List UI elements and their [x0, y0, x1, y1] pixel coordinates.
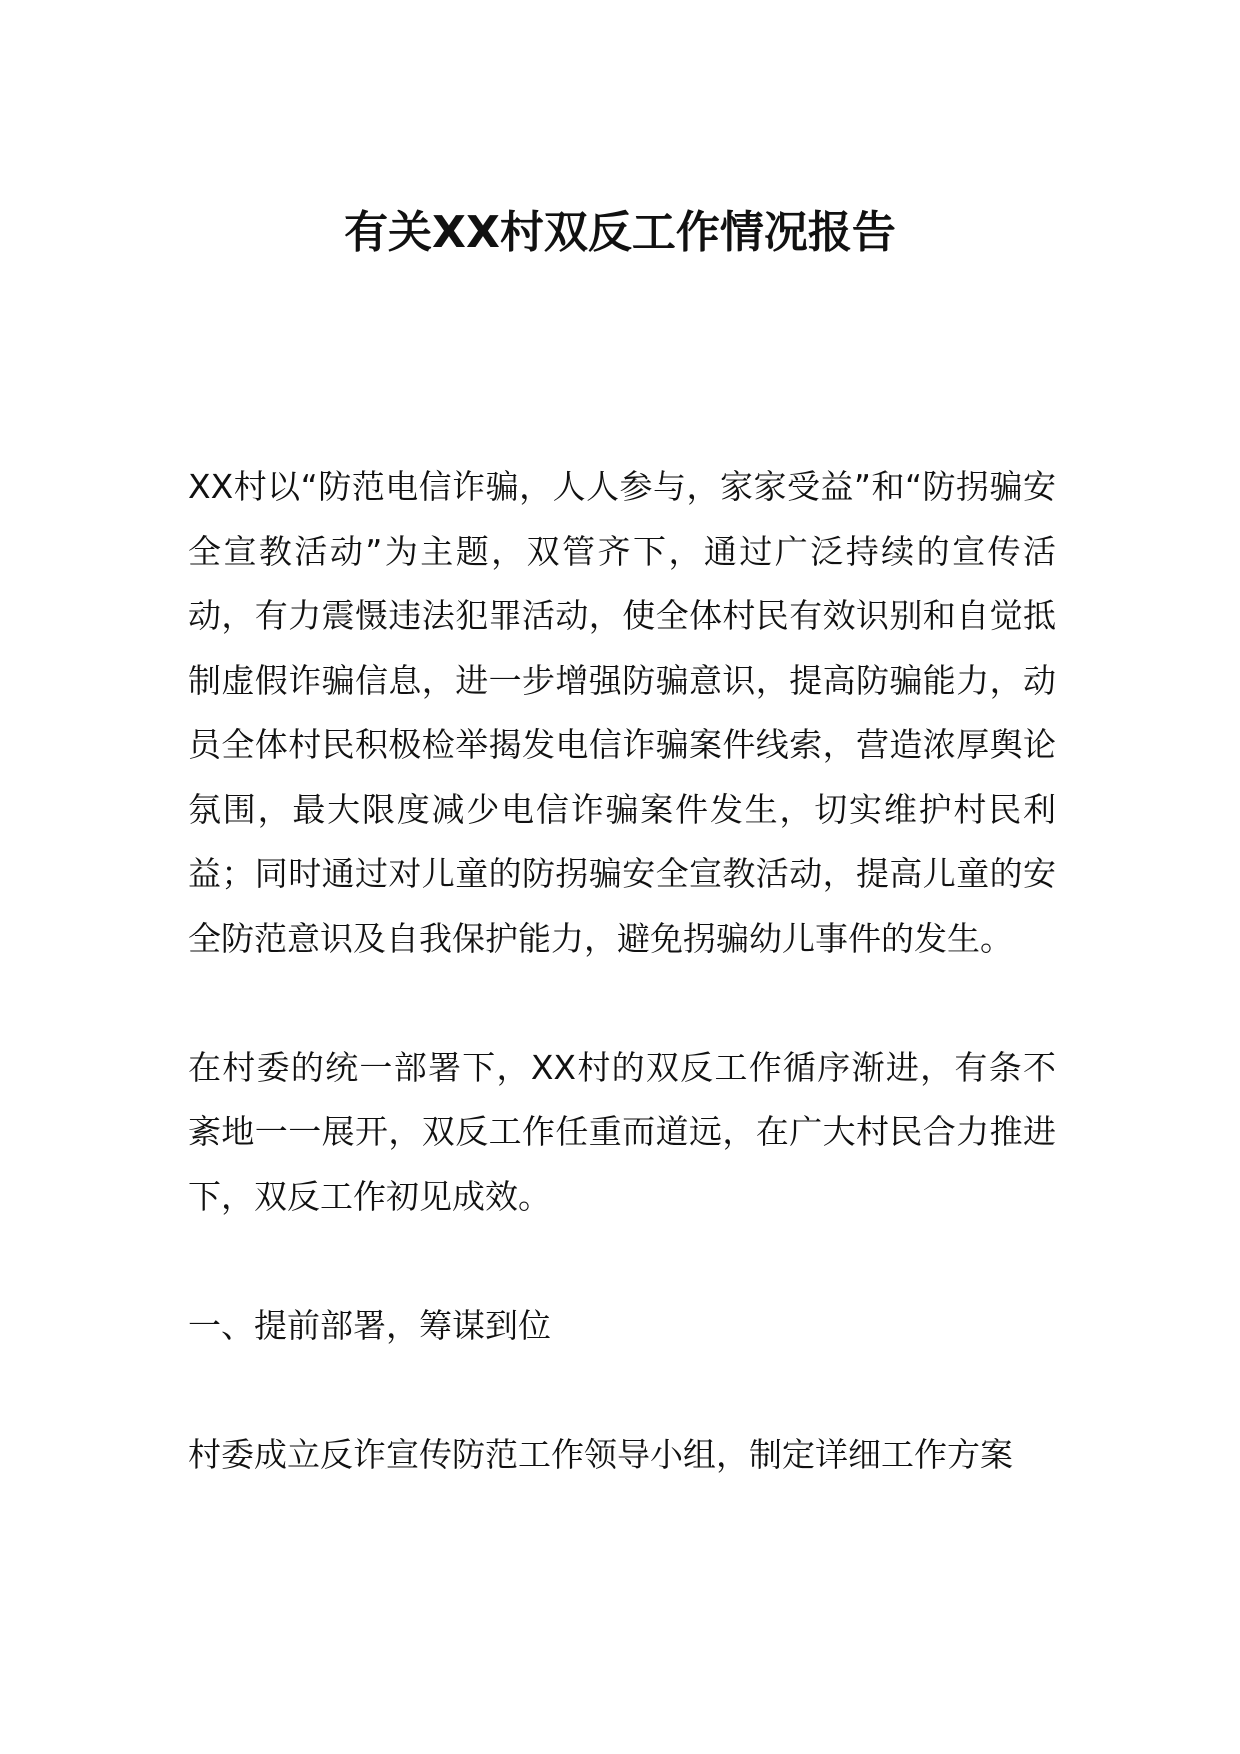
paragraph-summary: 在村委的统一部署下，XX村的双反工作循序渐进，有条不紊地一一展开，双反工作任重而道远，在广大村民合力推进下，双反工作初见成效。 — [188, 1047, 1056, 1216]
document-body — [188, 455, 1056, 1487]
section-heading-1: 一、提前部署，筹谋到位 — [188, 1305, 551, 1345]
paragraph-intro: XX村以“防范电信诈骗，人人参与，家家受益”和“防拐骗安全宣教活动”为主题，双管齐下，通过广泛持续的宣传活动，有力震慑违法犯罪活动，使全体村民有效识别和自觉抵制虚假诈骗信息，进一步增强防骗意识，提高防骗能力，动员全体村民积极检举揭发电信诈骗案件线索，营造浓厚舆论氛围，最大限度减少电信诈骗案件发生，切实维护村民利益；同时通过对儿童的防拐骗安全宣教活动，提高儿童的安全防范意识及自我保护能力，避免拐骗幼儿事件的发生。 — [188, 467, 1056, 958]
document-title: 有关XX村双反工作情况报告 — [344, 207, 896, 258]
paragraph-section-1: 村委成立反诈宣传防范工作领导小组，制定详细工作方案 — [188, 1434, 1013, 1474]
